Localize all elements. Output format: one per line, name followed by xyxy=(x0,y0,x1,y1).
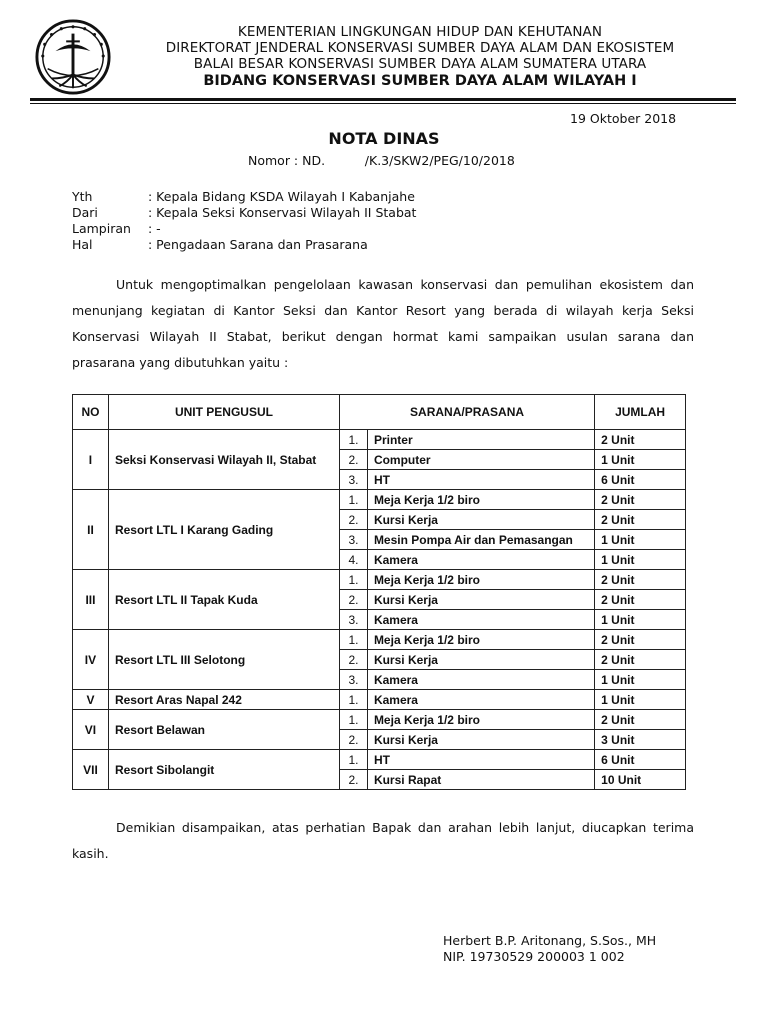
signature-block xyxy=(443,933,656,965)
item-name: Meja Kerja 1/2 biro xyxy=(367,630,594,650)
group-number: VII xyxy=(73,750,109,790)
letterhead-division: BIDANG KONSERVASI SUMBER DAYA ALAM WILAYAH I xyxy=(203,73,637,89)
table-row xyxy=(73,710,686,730)
item-index: 3. xyxy=(339,470,367,490)
letterhead-directorate: DIREKTORAT JENDERAL KONSERVASI SUMBER DAYA ALAM DAN EKOSISTEM xyxy=(165,40,675,56)
item-index: 2. xyxy=(339,650,367,670)
table-row xyxy=(73,570,686,590)
document-title: NOTA DINAS xyxy=(328,129,440,148)
item-name: Kamera xyxy=(367,690,594,710)
item-index: 1. xyxy=(339,490,367,510)
group-number: II xyxy=(73,490,109,570)
header-no: NO xyxy=(73,395,109,430)
item-name: HT xyxy=(367,470,594,490)
item-name: Kamera xyxy=(367,610,594,630)
item-quantity: 1 Unit xyxy=(595,550,686,570)
item-name: Meja Kerja 1/2 biro xyxy=(367,570,594,590)
memo-meta xyxy=(72,189,416,253)
meta-value: : Kepala Seksi Konservasi Wilayah II Stabat xyxy=(148,205,417,220)
item-quantity: 1 Unit xyxy=(595,610,686,630)
item-quantity: 6 Unit xyxy=(595,470,686,490)
item-index: 1. xyxy=(339,710,367,730)
proposal-table xyxy=(72,394,686,790)
meta-key: Yth xyxy=(72,189,93,204)
item-name: Kursi Kerja xyxy=(367,510,594,530)
item-name: Printer xyxy=(367,430,594,450)
body-paragraph-intro: Untuk mengoptimalkan pengelolaan kawasan konservasi dan pemulihan ekosistem dan menunjang kegiatan di Kantor Seksi dan Kantor Resort yang berada di wilayah kerja Seksi Konservasi Wilayah II Stabat, berikut dengan hormat kami sampaikan usulan sarana dan prasarana yang dibutuhkan yaitu : xyxy=(72,277,694,370)
item-index: 1. xyxy=(339,750,367,770)
group-unit-name: Resort Belawan xyxy=(108,710,339,750)
item-index: 3. xyxy=(339,530,367,550)
item-quantity: 1 Unit xyxy=(595,690,686,710)
item-index: 2. xyxy=(339,730,367,750)
item-index: 2. xyxy=(339,770,367,790)
item-quantity: 2 Unit xyxy=(595,590,686,610)
table-row xyxy=(73,430,686,450)
group-unit-name: Resort Aras Napal 242 xyxy=(108,690,339,710)
item-quantity: 3 Unit xyxy=(595,730,686,750)
table-row xyxy=(73,490,686,510)
ministry-logo-emblem xyxy=(34,18,112,96)
item-name: Meja Kerja 1/2 biro xyxy=(367,710,594,730)
group-unit-name: Resort LTL II Tapak Kuda xyxy=(108,570,339,630)
letter-date: 19 Oktober 2018 xyxy=(570,111,677,126)
item-quantity: 2 Unit xyxy=(595,650,686,670)
meta-row-dari xyxy=(72,205,416,221)
meta-value: : - xyxy=(148,221,161,236)
meta-value: : Pengadaan Sarana dan Prasarana xyxy=(148,237,368,252)
item-quantity: 10 Unit xyxy=(595,770,686,790)
table-row xyxy=(73,630,686,650)
item-index: 4. xyxy=(339,550,367,570)
header-sarana: SARANA/PRASANA xyxy=(339,395,594,430)
item-name: Computer xyxy=(367,450,594,470)
item-name: Kamera xyxy=(367,550,594,570)
item-name: Kamera xyxy=(367,670,594,690)
group-unit-name: Seksi Konservasi Wilayah II, Stabat xyxy=(108,430,339,490)
item-quantity: 1 Unit xyxy=(595,530,686,550)
item-index: 3. xyxy=(339,670,367,690)
item-name: HT xyxy=(367,750,594,770)
item-quantity: 2 Unit xyxy=(595,510,686,530)
meta-key: Lampiran xyxy=(72,221,131,236)
letterhead xyxy=(110,24,730,90)
meta-key: Dari xyxy=(72,205,98,220)
item-index: 2. xyxy=(339,590,367,610)
meta-row-yth xyxy=(72,189,416,205)
document-number: Nomor : ND. /K.3/SKW2/PEG/10/2018 xyxy=(248,153,515,168)
item-quantity: 2 Unit xyxy=(595,630,686,650)
item-name: Kursi Rapat xyxy=(367,770,594,790)
letterhead-divider-thick xyxy=(30,98,736,101)
item-quantity: 2 Unit xyxy=(595,490,686,510)
letterhead-divider-thin xyxy=(30,103,736,104)
item-index: 1. xyxy=(339,630,367,650)
item-quantity: 2 Unit xyxy=(595,570,686,590)
item-index: 2. xyxy=(339,450,367,470)
item-quantity: 2 Unit xyxy=(595,430,686,450)
item-index: 2. xyxy=(339,510,367,530)
item-index: 1. xyxy=(339,570,367,590)
item-name: Mesin Pompa Air dan Pemasangan xyxy=(367,530,594,550)
item-name: Meja Kerja 1/2 biro xyxy=(367,490,594,510)
table-header-row xyxy=(73,395,686,430)
item-name: Kursi Kerja xyxy=(367,730,594,750)
meta-row-hal xyxy=(72,237,416,253)
table-row xyxy=(73,750,686,770)
meta-key: Hal xyxy=(72,237,93,252)
group-number: V xyxy=(73,690,109,710)
body-paragraph-closing: Demikian disampaikan, atas perhatian Bapak dan arahan lebih lanjut, diucapkan terima kasih. xyxy=(72,820,694,861)
item-index: 3. xyxy=(339,610,367,630)
group-unit-name: Resort LTL I Karang Gading xyxy=(108,490,339,570)
header-unit: UNIT PENGUSUL xyxy=(108,395,339,430)
table-row xyxy=(73,690,686,710)
group-unit-name: Resort Sibolangit xyxy=(108,750,339,790)
item-index: 1. xyxy=(339,430,367,450)
group-unit-name: Resort LTL III Selotong xyxy=(108,630,339,690)
meta-value: : Kepala Bidang KSDA Wilayah I Kabanjahe xyxy=(148,189,415,204)
group-number: III xyxy=(73,570,109,630)
item-quantity: 6 Unit xyxy=(595,750,686,770)
item-quantity: 2 Unit xyxy=(595,710,686,730)
letterhead-ministry: KEMENTERIAN LINGKUNGAN HIDUP DAN KEHUTANAN xyxy=(237,24,603,40)
item-name: Kursi Kerja xyxy=(367,590,594,610)
signatory-nip: NIP. 19730529 200003 1 002 xyxy=(443,949,625,964)
signatory-name: Herbert B.P. Aritonang, S.Sos., MH xyxy=(443,933,657,948)
table-body xyxy=(73,430,686,790)
item-name: Kursi Kerja xyxy=(367,650,594,670)
meta-row-lampiran xyxy=(72,221,416,237)
group-number: VI xyxy=(73,710,109,750)
group-number: IV xyxy=(73,630,109,690)
item-quantity: 1 Unit xyxy=(595,450,686,470)
item-quantity: 1 Unit xyxy=(595,670,686,690)
letterhead-office: BALAI BESAR KONSERVASI SUMBER DAYA ALAM SUMATERA UTARA xyxy=(193,56,647,72)
group-number: I xyxy=(73,430,109,490)
header-jumlah: JUMLAH xyxy=(595,395,686,430)
item-index: 1. xyxy=(339,690,367,710)
